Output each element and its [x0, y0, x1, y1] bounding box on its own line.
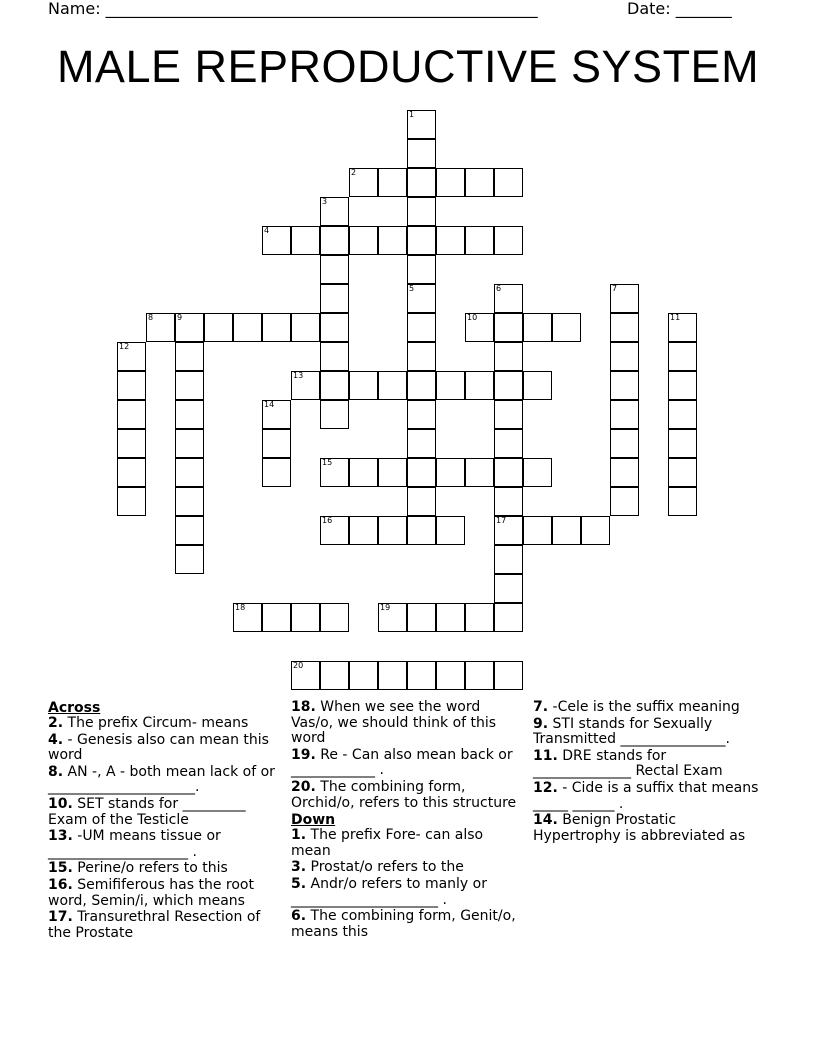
- crossword-cell[interactable]: [291, 313, 320, 342]
- clue-number: 2: [351, 168, 357, 177]
- clue-text: Prostat/o refers to the: [306, 859, 464, 876]
- across-clue: [291, 780, 523, 811]
- crossword-cell[interactable]: [465, 168, 494, 197]
- clue-label: 16.: [48, 876, 73, 893]
- crossword-cell[interactable]: [378, 226, 407, 255]
- crossword-cell[interactable]: [320, 313, 349, 342]
- crossword-cell[interactable]: [436, 516, 465, 545]
- crossword-cell[interactable]: [349, 371, 378, 400]
- down-clue: [533, 781, 765, 812]
- crossword-cell[interactable]: [668, 342, 697, 371]
- crossword-cell[interactable]: [320, 516, 349, 545]
- down-clue: [291, 828, 523, 859]
- crossword-cell[interactable]: [465, 313, 494, 342]
- clue-label: 15.: [48, 860, 73, 877]
- crossword-cell[interactable]: [407, 110, 436, 139]
- crossword-cell[interactable]: [407, 255, 436, 284]
- crossword-cell[interactable]: [291, 661, 320, 690]
- clue-number: 3: [322, 197, 328, 206]
- crossword-cell[interactable]: [494, 400, 523, 429]
- clue-label: 4.: [48, 731, 64, 748]
- crossword-cell[interactable]: [436, 168, 465, 197]
- clue-number: 6: [496, 284, 502, 293]
- crossword-cell[interactable]: [117, 371, 146, 400]
- clue-text: The combining form, Genit/o, means this: [291, 908, 516, 940]
- crossword-cell[interactable]: [320, 371, 349, 400]
- clue-label: 7.: [533, 699, 549, 715]
- clue-number: 20: [293, 661, 304, 670]
- crossword-cell[interactable]: [407, 168, 436, 197]
- crossword-cell[interactable]: [117, 342, 146, 371]
- clue-label: 20.: [291, 778, 316, 795]
- crossword-cell[interactable]: [668, 487, 697, 516]
- crossword-cell[interactable]: [233, 313, 262, 342]
- crossword-cell[interactable]: [378, 661, 407, 690]
- crossword-cell[interactable]: [320, 197, 349, 226]
- crossword-cell[interactable]: [494, 603, 523, 632]
- crossword-cell[interactable]: [320, 458, 349, 487]
- crossword-cell[interactable]: [349, 516, 378, 545]
- clue-number: 17: [496, 516, 507, 525]
- crossword-cell[interactable]: [610, 284, 639, 313]
- crossword-cell[interactable]: [349, 661, 378, 690]
- clue-column-1: [48, 700, 280, 942]
- clue-number: 13: [293, 371, 304, 380]
- clue-number: 8: [148, 313, 154, 322]
- clue-number: 7: [612, 284, 618, 293]
- crossword-cell[interactable]: [233, 603, 262, 632]
- crossword-cell[interactable]: [668, 429, 697, 458]
- crossword-cell[interactable]: [465, 226, 494, 255]
- down-heading: Down: [291, 812, 336, 829]
- clue-text: Transurethral Resection of the Prostate: [48, 909, 261, 941]
- crossword-cell[interactable]: [494, 516, 523, 545]
- clue-label: 10.: [48, 795, 73, 812]
- date-field-label: Date: _______: [627, 0, 732, 18]
- crossword-cell[interactable]: [407, 342, 436, 371]
- crossword-cell[interactable]: [465, 371, 494, 400]
- down-clue: [291, 909, 523, 940]
- crossword-cell[interactable]: [204, 313, 233, 342]
- crossword-cell[interactable]: [436, 661, 465, 690]
- clue-column-2: [291, 700, 523, 941]
- crossword-cell[interactable]: [610, 487, 639, 516]
- crossword-cell[interactable]: [523, 313, 552, 342]
- crossword-cell[interactable]: [494, 371, 523, 400]
- across-clue: [48, 910, 280, 941]
- crossword-cell[interactable]: [349, 226, 378, 255]
- clue-text: Semififerous has the root word, Semin/i, which means: [48, 876, 254, 909]
- crossword-cell[interactable]: [494, 429, 523, 458]
- crossword-cell[interactable]: [552, 313, 581, 342]
- crossword-cell[interactable]: [146, 313, 175, 342]
- across-clue-list-1: [48, 716, 280, 941]
- crossword-cell[interactable]: [320, 255, 349, 284]
- down-clue-list-2: [533, 700, 765, 844]
- clue-text: Re - Can also mean back or ____________ .: [291, 746, 513, 779]
- crossword-cell[interactable]: [175, 313, 204, 342]
- clue-text: The combining form, Orchid/o, refers to this structure: [291, 778, 517, 811]
- across-clue: [48, 861, 280, 877]
- crossword-cell[interactable]: [175, 342, 204, 371]
- clue-number: 5: [409, 284, 415, 293]
- crossword-cell[interactable]: [523, 371, 552, 400]
- crossword-cell[interactable]: [407, 284, 436, 313]
- clue-label: 6.: [291, 908, 307, 925]
- crossword-cell[interactable]: [262, 429, 291, 458]
- crossword-cell[interactable]: [349, 458, 378, 487]
- clue-label: 19.: [291, 746, 316, 763]
- crossword-cell[interactable]: [610, 400, 639, 429]
- crossword-cell[interactable]: [262, 226, 291, 255]
- clue-number: 15: [322, 458, 333, 467]
- clue-label: 3.: [291, 859, 307, 876]
- clue-label: 17.: [48, 909, 73, 926]
- crossword-cell[interactable]: [407, 371, 436, 400]
- clue-text: -Cele is the suffix meaning: [548, 699, 740, 715]
- crossword-cell[interactable]: [407, 139, 436, 168]
- crossword-cell[interactable]: [465, 603, 494, 632]
- crossword-cell[interactable]: [610, 371, 639, 400]
- crossword-cell[interactable]: [262, 603, 291, 632]
- crossword-cell[interactable]: [117, 429, 146, 458]
- down-clue-list-1: [291, 828, 523, 940]
- crossword-cell[interactable]: [407, 458, 436, 487]
- clue-text: Perine/o refers to this: [72, 860, 228, 877]
- crossword-cell[interactable]: [494, 168, 523, 197]
- crossword-cell[interactable]: [175, 458, 204, 487]
- clue-text: AN -, A - both mean lack of or _____________________.: [48, 763, 275, 796]
- crossword-cell[interactable]: [465, 458, 494, 487]
- crossword-cell[interactable]: [436, 458, 465, 487]
- crossword-cell[interactable]: [262, 313, 291, 342]
- crossword-cell[interactable]: [320, 661, 349, 690]
- crossword-cell[interactable]: [175, 487, 204, 516]
- crossword-cell[interactable]: [262, 458, 291, 487]
- crossword-cell[interactable]: [320, 226, 349, 255]
- crossword-cell[interactable]: [320, 603, 349, 632]
- crossword-cell[interactable]: [407, 429, 436, 458]
- crossword-cell[interactable]: [175, 545, 204, 574]
- crossword-cell[interactable]: [291, 226, 320, 255]
- crossword-cell[interactable]: [494, 342, 523, 371]
- clue-label: 18.: [291, 699, 316, 715]
- crossword-cell[interactable]: [175, 516, 204, 545]
- crossword-cell[interactable]: [407, 197, 436, 226]
- across-clue: [291, 700, 523, 747]
- crossword-cell[interactable]: [494, 313, 523, 342]
- crossword-cell[interactable]: [494, 284, 523, 313]
- clue-number: 19: [380, 603, 391, 612]
- clue-number: 14: [264, 400, 275, 409]
- crossword-cell[interactable]: [494, 661, 523, 690]
- across-clue: [48, 878, 280, 909]
- crossword-cell[interactable]: [291, 371, 320, 400]
- crossword-cell[interactable]: [407, 313, 436, 342]
- clue-label: 11.: [533, 747, 558, 764]
- crossword-cell[interactable]: [610, 313, 639, 342]
- across-clue-list-2: [291, 700, 523, 811]
- crossword-cell[interactable]: [175, 429, 204, 458]
- crossword-cell[interactable]: [117, 400, 146, 429]
- clue-number: 9: [177, 313, 183, 322]
- crossword-cell[interactable]: [668, 313, 697, 342]
- clue-text: - Cide is a suffix that means _____ ______ .: [533, 779, 759, 812]
- down-clue: [533, 813, 765, 844]
- clue-column-3: [533, 700, 765, 845]
- down-clue: [533, 717, 765, 748]
- clue-label: 2.: [48, 715, 64, 731]
- crossword-cell[interactable]: [291, 603, 320, 632]
- clue-label: 9.: [533, 715, 549, 732]
- crossword-cell[interactable]: [320, 284, 349, 313]
- down-clue: [533, 700, 765, 716]
- crossword-cell[interactable]: [320, 342, 349, 371]
- crossword-cell[interactable]: [668, 458, 697, 487]
- crossword-cell[interactable]: [378, 371, 407, 400]
- clue-text: - Genesis also can mean this word: [48, 731, 269, 764]
- crossword-cell[interactable]: [349, 168, 378, 197]
- crossword-cell[interactable]: [668, 400, 697, 429]
- crossword-cell[interactable]: [494, 226, 523, 255]
- across-heading: Across: [48, 700, 101, 716]
- crossword-cell[interactable]: [523, 458, 552, 487]
- down-clue: [533, 749, 765, 780]
- clue-text: The prefix Circum- means: [63, 715, 249, 731]
- crossword-cell[interactable]: [378, 168, 407, 197]
- crossword-cell[interactable]: [436, 371, 465, 400]
- across-clue: [48, 829, 280, 860]
- clue-label: 1.: [291, 827, 307, 844]
- crossword-cell[interactable]: [436, 603, 465, 632]
- clue-number: 12: [119, 342, 130, 351]
- clue-label: 14.: [533, 812, 558, 829]
- crossword-cell[interactable]: [378, 458, 407, 487]
- clue-text: -UM means tissue or ____________________ .: [48, 828, 221, 860]
- crossword-cell[interactable]: [407, 516, 436, 545]
- crossword-cell[interactable]: [407, 400, 436, 429]
- clue-number: 10: [467, 313, 478, 322]
- clue-number: 4: [264, 226, 270, 235]
- clue-number: 18: [235, 603, 246, 612]
- clue-text: The prefix Fore- can also mean: [291, 827, 484, 859]
- crossword-cell[interactable]: [320, 400, 349, 429]
- clue-number: 11: [670, 313, 681, 322]
- crossword-cell[interactable]: [407, 487, 436, 516]
- clue-label: 8.: [48, 763, 64, 780]
- crossword-cell[interactable]: [407, 226, 436, 255]
- clue-text: When we see the word Vas/o, we should think of this word: [291, 699, 497, 747]
- crossword-cell[interactable]: [581, 516, 610, 545]
- down-clue: [291, 877, 523, 908]
- page-title: MALE REPRODUCTIVE SYSTEM: [56, 41, 760, 92]
- down-clue: [291, 860, 523, 876]
- crossword-cell[interactable]: [262, 400, 291, 429]
- crossword-cell[interactable]: [117, 458, 146, 487]
- crossword-cell[interactable]: [378, 516, 407, 545]
- crossword-cell[interactable]: [436, 226, 465, 255]
- across-clue: [48, 765, 280, 796]
- crossword-cell[interactable]: [494, 545, 523, 574]
- crossword-cell[interactable]: [494, 574, 523, 603]
- across-clue: [48, 733, 280, 764]
- crossword-cell[interactable]: [494, 458, 523, 487]
- crossword-cell[interactable]: [523, 516, 552, 545]
- clue-text: STI stands for Sexually Transmitted _______________.: [533, 715, 730, 748]
- across-clue: [291, 748, 523, 779]
- name-field-label: Name: ______________________________________________________: [48, 0, 538, 18]
- clue-label: 12.: [533, 779, 558, 796]
- crossword-cell[interactable]: [175, 371, 204, 400]
- crossword-cell[interactable]: [407, 603, 436, 632]
- clue-number: 16: [322, 516, 333, 525]
- clue-text: SET stands for _________ Exam of the Testicle: [48, 795, 246, 828]
- clue-number: 1: [409, 110, 415, 119]
- clue-label: 13.: [48, 828, 73, 845]
- crossword-cell[interactable]: [378, 603, 407, 632]
- crossword-cell[interactable]: [175, 400, 204, 429]
- clue-text: DRE stands for ______________ Rectal Exam: [533, 747, 723, 780]
- crossword-cell[interactable]: [117, 487, 146, 516]
- crossword-cell[interactable]: [407, 661, 436, 690]
- crossword-cell[interactable]: [668, 371, 697, 400]
- across-clue: [48, 797, 280, 828]
- clue-text: Andr/o refers to manly or _____________________ .: [291, 875, 487, 908]
- clue-text: Benign Prostatic Hypertrophy is abbreviated as: [533, 812, 746, 844]
- crossword-cell[interactable]: [610, 458, 639, 487]
- crossword-cell[interactable]: [465, 661, 494, 690]
- crossword-cell[interactable]: [610, 429, 639, 458]
- across-clue: [48, 716, 280, 732]
- clue-label: 5.: [291, 875, 307, 892]
- crossword-cell[interactable]: [552, 516, 581, 545]
- crossword-cell[interactable]: [610, 342, 639, 371]
- crossword-cell[interactable]: [494, 487, 523, 516]
